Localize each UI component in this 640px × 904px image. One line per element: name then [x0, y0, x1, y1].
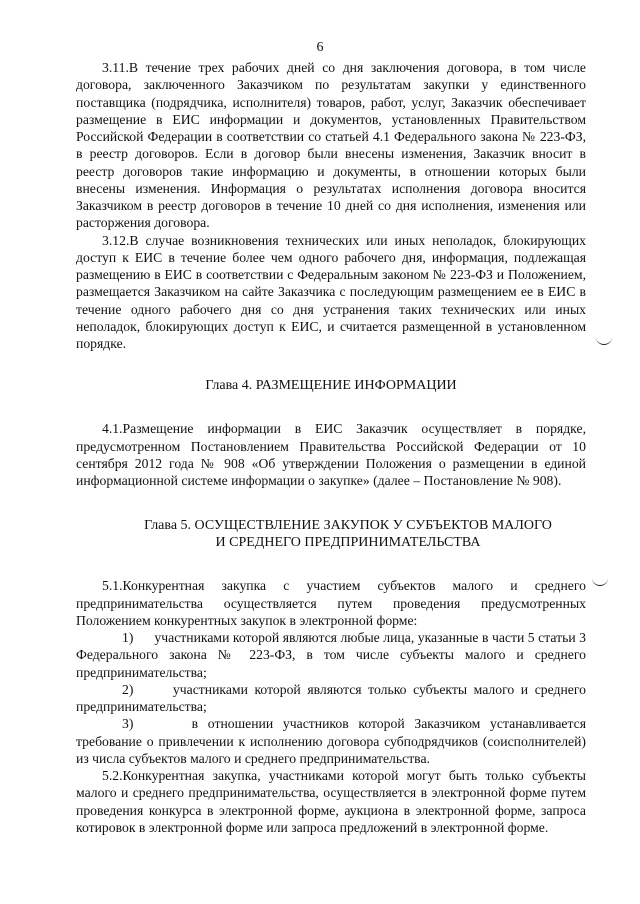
chapter-4-heading: Глава 4. РАЗМЕЩЕНИЕ ИНФОРМАЦИИ [205, 378, 457, 394]
chapter-5-heading-line-1: Глава 5. ОСУЩЕСТВЛЕНИЕ ЗАКУПОК У СУБЪЕКТОВ МАЛОГО [144, 518, 552, 534]
list-item-1: 1) участниками которой являются любые лица, указанные в части 5 статьи 3 Федерального закона № 223-ФЗ, в том числе субъекты малого и среднего предпринимательства; [76, 630, 590, 680]
paragraph-5-1: 5.1.Конкурентная закупка с участием субъектов малого и среднего предпринимательства осуществляется путем проведения предусмотренных Положением конкурентных закупок в электронной форме: [76, 578, 590, 628]
chapter-5-heading [76, 517, 586, 551]
paragraph-4-1: 4.1.Размещение информации в ЕИС Заказчик осуществляет в порядке, предусмотренном Постановлением Правительства Российской Федерации от 10 сентября 2012 года № 908 «Об утверждении Положения о размещении в единой информационной системе информации о закупке» (далее – Постановление № 908). [76, 421, 586, 488]
page-number: 6 [316, 40, 324, 55]
document-body [76, 59, 590, 836]
paragraph-3-11: 3.11.В течение трех рабочих дней со дня заключения договора, в том числе договора, заключенного Заказчиком по результатам закупки у единственного поставщика (подрядчика, исполнителя) товаров, работ, услуг, Заказчик обеспечивает размещение в ЕИС информации и документов, установленных Правительством Российской Федерации в соответствии со статьей 4.1 Федерального закона № 223-ФЗ, в реестр договоров. Если в договор были внесены изменения, Заказчик вносит в реестр договоров такие информацию и документы, в отношении которых были внесены изменения. Информация о результатах исполнения договора вносится Заказчиком в реестр договоров в течение 10 дней со дня исполнения, изменения или расторжения договора. [76, 60, 586, 231]
list-item-3: 3) в отношении участников которой Заказчиком устанавливается требование о привлечении к исполнению договора субподрядчиков (соисполнителей) из числа субъектов малого и среднего предпринимательства. [76, 716, 590, 766]
margin-mark-2 [592, 577, 608, 586]
paragraph-3-12: 3.12.В случае возникновения технических или иных неполадок, блокирующих доступ к ЕИС в течение более чем одного рабочего дня, информация, подлежащая размещению в ЕИС в соответствии с Федеральным законом № 223-ФЗ и Положением, размещается Заказчиком на сайте Заказчика с последующим размещением ее в ЕИС в течение одного рабочего дня со дня устранения таких технических или иных неполадок, блокирующих доступ к ЕИС, и считается размещенной в установленном порядке. [76, 232, 586, 351]
margin-mark-1 [596, 336, 612, 345]
chapter-5-heading-line-2: И СРЕДНЕГО ПРЕДПРИНИМАТЕЛЬСТВА [215, 535, 481, 551]
list-item-2: 2) участниками которой являются только субъекты малого и среднего предпринимательства; [76, 681, 590, 714]
paragraph-5-2: 5.2.Конкурентная закупка, участниками которой могут быть только субъекты малого и среднего предпринимательства, осуществляется в электронной форме путем проведения конкурса в электронной форме, аукциона в электронной форме, запроса котировок в электронной форме или запроса предложений в электронной форме. [76, 768, 586, 835]
